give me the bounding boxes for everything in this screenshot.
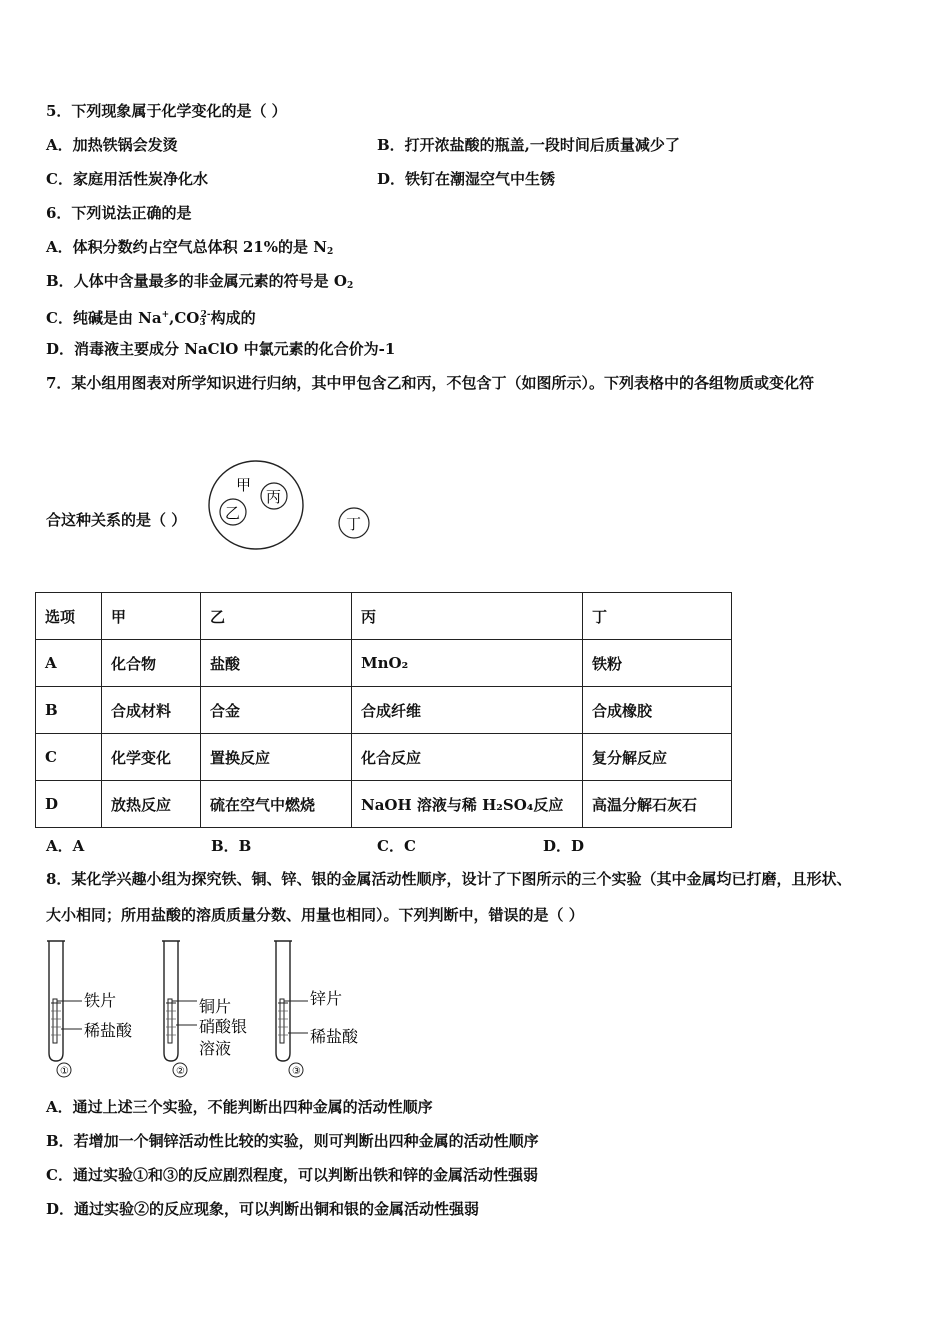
q6-option-c: C．纯碱是由 $Na^+,CO_3^{2-}$构成的 [46, 309, 256, 328]
table-header-row [36, 593, 732, 640]
table-cell: 合成材料 [102, 687, 201, 734]
table-cell: 化学变化 [102, 734, 201, 781]
table-cell: D [36, 781, 102, 828]
table-header-cell: 选项 [36, 593, 102, 640]
q5-option-c: C．家庭用活性炭净化水 [46, 170, 208, 188]
table-cell: 高温分解石灰石 [583, 781, 732, 828]
table-cell: MnO₂ [352, 640, 583, 687]
table-header-cell: 甲 [102, 593, 201, 640]
table-row [36, 687, 732, 734]
q6-stem: 6．下列说法正确的是 [46, 204, 192, 222]
q5-option-b: B．打开浓盐酸的瓶盖,一段时间后质量减少了 [377, 136, 680, 154]
label-bing: 丙 [266, 488, 282, 506]
venn-diagram [200, 455, 390, 560]
table-cell: 合成橡胶 [583, 687, 732, 734]
q5-option-a: A．加热铁锅会发烫 [46, 136, 178, 154]
tube-1-metal-label: 铁片 [84, 991, 117, 1010]
test-tube-2 [162, 941, 247, 1077]
q8-option-b: B．若增加一个铜锌活动性比较的实验，则可判断出四种金属的活动性顺序 [46, 1132, 539, 1150]
tube-1-solution-label: 稀盐酸 [84, 1021, 133, 1040]
tube-1-number: ① [60, 1066, 69, 1077]
table-cell: NaOH 溶液与稀 H₂SO₄反应 [352, 781, 583, 828]
q7-stem-continued: 合这种关系的是（ ） [46, 511, 187, 529]
q7-answer-b: B．B [211, 837, 252, 855]
table-cell: A [36, 640, 102, 687]
tube-3-metal-label: 锌片 [310, 989, 343, 1008]
q7-stem: 7．某小组用图表对所学知识进行归纳，其中甲包含乙和丙，不包含丁（如图所示）。下列表格中的各组物质或变化符 [46, 374, 814, 392]
tube-3-solution-label: 稀盐酸 [310, 1027, 359, 1046]
q8-stem-continued: 大小相同；所用盐酸的溶质质量分数、用量也相同）。下列判断中，错误的是（ ） [46, 906, 584, 924]
tube-2-number: ② [176, 1066, 185, 1077]
table-cell: 合成纤维 [352, 687, 583, 734]
q5-option-d: D．铁钉在潮湿空气中生锈 [377, 170, 556, 188]
q6-option-a: A．体积分数约占空气总体积 21%的是 $N_2$ [46, 238, 334, 257]
table-cell: 化合物 [102, 640, 201, 687]
table-cell: 铁粉 [583, 640, 732, 687]
q8-stem: 8．某化学兴趣小组为探究铁、铜、锌、银的金属活动性顺序，设计了下图所示的三个实验（其中金属均已打磨，且形状、 [46, 870, 852, 888]
q7-answer-d: D．D [543, 837, 585, 855]
q6-option-b: B．人体中含量最多的非金属元素的符号是 $O_2$ [46, 272, 354, 291]
label-jia: 甲 [236, 476, 252, 494]
q5-stem: 5．下列现象属于化学变化的是（ ） [46, 102, 287, 120]
q8-option-d: D．通过实验②的反应现象，可以判断出铜和银的金属活动性强弱 [46, 1200, 480, 1218]
q7-answer-c: C．C [377, 837, 416, 855]
table-row [36, 734, 732, 781]
q8-option-a: A．通过上述三个实验，不能判断出四种金属的活动性顺序 [46, 1098, 433, 1116]
tube-3-number: ③ [292, 1066, 301, 1077]
test-tubes-diagram [40, 935, 380, 1085]
table-cell: C [36, 734, 102, 781]
table-cell: 置换反应 [201, 734, 352, 781]
test-tube-1 [47, 941, 133, 1077]
table-header-cell: 丙 [352, 593, 583, 640]
table-cell: 化合反应 [352, 734, 583, 781]
table-cell: 硫在空气中燃烧 [201, 781, 352, 828]
q7-options-table [35, 592, 732, 828]
label-ding: 丁 [346, 515, 362, 533]
tube-2-solution-label-2: 溶液 [199, 1039, 232, 1058]
test-tube-3 [274, 941, 359, 1077]
tube-2-metal-label: 铜片 [199, 997, 232, 1016]
table-cell: B [36, 687, 102, 734]
table-header-cell: 丁 [583, 593, 732, 640]
table-row [36, 781, 732, 828]
label-yi: 乙 [225, 504, 241, 522]
q6-option-d: D．消毒液主要成分 NaClO 中氯元素的化合价为-1 [46, 340, 396, 358]
outer-circle-jia [209, 461, 303, 549]
table-cell: 盐酸 [201, 640, 352, 687]
tube-2-solution-label: 硝酸银 [199, 1017, 248, 1036]
q7-answer-a: A．A [46, 837, 85, 855]
table-cell: 复分解反应 [583, 734, 732, 781]
table-header-cell: 乙 [201, 593, 352, 640]
q8-option-c: C．通过实验①和③的反应剧烈程度，可以判断出铁和锌的金属活动性强弱 [46, 1166, 538, 1184]
table-row [36, 640, 732, 687]
table-cell: 合金 [201, 687, 352, 734]
table-cell: 放热反应 [102, 781, 201, 828]
